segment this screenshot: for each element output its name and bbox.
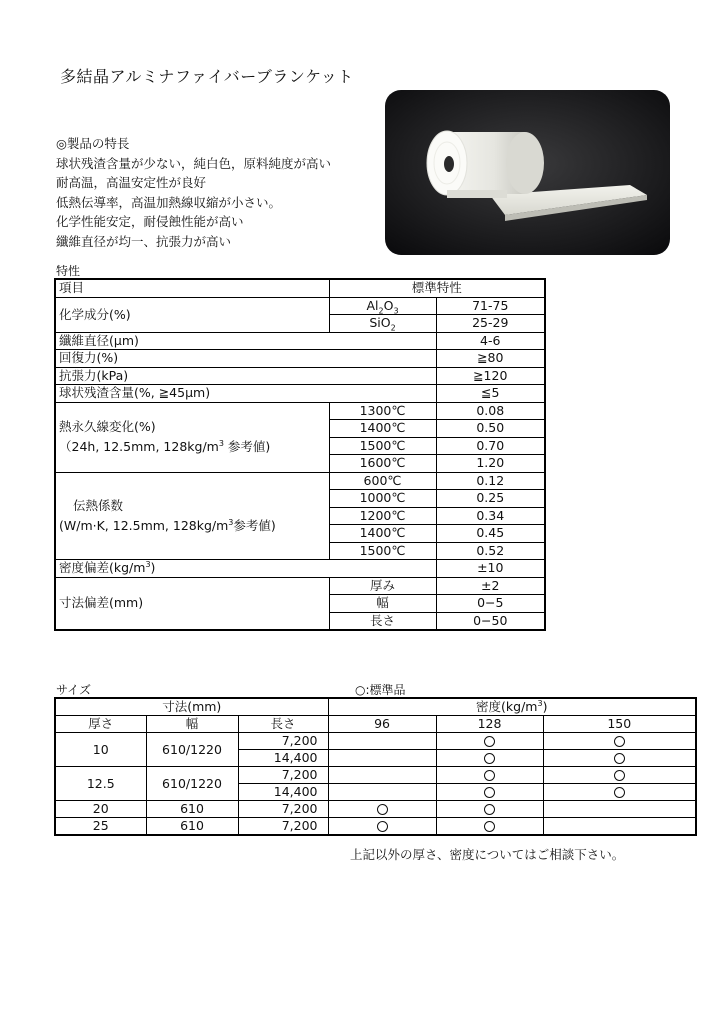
shrinkage-temp: 1500℃ [329,437,436,455]
density-96-cell [328,818,436,836]
standard-product-mark [484,804,495,815]
col-width: 幅 [146,716,238,733]
standard-product-mark [484,736,495,747]
table-row [55,733,696,750]
table-row [55,818,696,836]
density-128-cell [436,750,543,767]
standard-product-mark [614,787,625,798]
table-row [55,560,545,578]
property-label: 球状残渣含量(%, ≧45μm) [55,385,436,403]
standard-product-mark [484,753,495,764]
feature-item: 耐高温，高温安定性が良好 [56,175,207,190]
density-150-cell [543,733,696,750]
standard-product-mark [614,753,625,764]
density-128-cell [436,818,543,836]
size-width: 610/1220 [146,767,238,801]
standard-product-mark [484,770,495,781]
standard-product-mark [614,770,625,781]
density-96-cell [328,733,436,750]
dimension-name: 厚み [329,577,436,595]
density-dev-value: ±10 [436,560,545,578]
density-96-cell [328,767,436,784]
size-width: 610/1220 [146,733,238,767]
table-row [55,577,545,595]
sizes-table [54,697,697,836]
size-length: 14,400 [238,750,328,767]
shrinkage-temp: 1400℃ [329,420,436,438]
conductivity-temp: 1500℃ [329,542,436,560]
page-title: 多結晶アルミナファイバーブランケット [60,67,354,86]
conductivity-temp: 600℃ [329,472,436,490]
conductivity-temp: 1400℃ [329,525,436,543]
product-photo [385,90,670,255]
features-heading: ◎製品の特長 [56,136,130,151]
shrinkage-value: 0.50 [436,420,545,438]
features-section [56,134,331,251]
property-value: ≧120 [436,367,545,385]
density-150-cell [543,750,696,767]
col-length: 長さ [238,716,328,733]
chemical-name: SiO$_2$ [329,315,436,333]
blanket-roll-image [385,90,670,255]
col-density-150: 150 [543,716,696,733]
density-150-cell [543,801,696,818]
conductivity-temp: 1200℃ [329,507,436,525]
conductivity-value: 0.45 [436,525,545,543]
header-spec: 標準特性 [329,279,545,297]
property-value: 4-6 [436,332,545,350]
feature-item: 低熱伝導率，高温加熱線収縮が小さい。 [56,194,282,210]
shrinkage-value: 0.08 [436,402,545,420]
size-thickness: 10 [55,733,146,767]
properties-table [54,278,546,631]
table-row [55,801,696,818]
standard-product-mark [484,821,495,832]
table-row [55,767,696,784]
chemical-label: 化学成分(%) [55,297,329,332]
property-value: ≦5 [436,385,545,403]
sizes-label: サイズ [56,683,92,697]
standard-product-mark [484,787,495,798]
size-length: 7,200 [238,818,328,836]
density-150-cell [543,784,696,801]
conductivity-temp: 1000℃ [329,490,436,508]
table-row [55,350,545,368]
size-length: 7,200 [238,767,328,784]
density-header: 密度$(kg/m^3)$ [328,698,696,716]
chemical-value: 25-29 [436,315,545,333]
size-rows [55,733,696,836]
density-150-cell [543,767,696,784]
size-thickness: 20 [55,801,146,818]
dimension-value: 0−50 [436,612,545,630]
property-label: 抗張力(kPa) [55,367,436,385]
density-dev-label: 密度偏差$(kg/m^3)$ [55,560,436,578]
conductivity-value: 0.12 [436,472,545,490]
chemical-name: $Al_2O_3$ [329,297,436,315]
density-150-cell [543,818,696,836]
property-value: ≧80 [436,350,545,368]
density-96-cell [328,750,436,767]
density-128-cell [436,801,543,818]
dimension-dev-label: 寸法偏差(mm) [55,577,329,630]
standard-product-mark [377,821,388,832]
conductivity-value: 0.52 [436,542,545,560]
dimension-value: 0−5 [436,595,545,613]
feature-item: 纖維直径が均一、抗張力が高い [56,233,232,249]
density-128-cell [436,767,543,784]
conductivity-value: 0.34 [436,507,545,525]
shrinkage-temp: 1300℃ [329,402,436,420]
shrinkage-label: 熱永久線変化(%) （24h, 12.5mm, $128kg/m^3$ 参考値) [55,402,329,472]
sizes-legend: ○:標準品 [355,683,406,697]
dimension-name: 長さ [329,612,436,630]
dimension-value: ±2 [436,577,545,595]
conductivity-value: 0.25 [436,490,545,508]
table-header-row [55,279,545,297]
table-row [55,402,545,420]
density-128-cell [436,733,543,750]
size-thickness: 12.5 [55,767,146,801]
conductivity-label: 伝熱係数 (W/m·K, 12.5mm, $128kg/m^3$参考値) [55,472,329,560]
shrinkage-value: 0.70 [436,437,545,455]
property-label: 纖維直径(μm) [55,332,436,350]
feature-item: 化学性能安定，耐侵蝕性能が高い [56,214,244,229]
table-row [55,385,545,403]
size-length: 14,400 [238,784,328,801]
shrinkage-temp: 1600℃ [329,455,436,473]
density-128-cell [436,784,543,801]
properties-label: 特性 [56,264,81,278]
table-row [55,472,545,490]
dimension-name: 幅 [329,595,436,613]
property-label: 回復力(%) [55,350,436,368]
standard-product-mark [377,804,388,815]
feature-item: 球状残渣含量が少ない，純白色，原料純度が高い [56,155,332,171]
dims-header: 寸法(mm) [55,698,328,716]
table-header-row [55,716,696,733]
density-96-cell [328,801,436,818]
table-row [55,367,545,385]
size-length: 7,200 [238,733,328,750]
table-header-row [55,698,696,716]
table-row [55,332,545,350]
chemical-value: 71-75 [436,297,545,315]
size-width: 610 [146,818,238,836]
col-density-96: 96 [328,716,436,733]
size-note: 上記以外の厚さ、密度についてはご相談下さい。 [350,847,625,862]
size-width: 610 [146,801,238,818]
size-thickness: 25 [55,818,146,836]
standard-product-mark [614,736,625,747]
header-item: 項目 [55,279,329,297]
density-96-cell [328,784,436,801]
col-thickness: 厚さ [55,716,146,733]
size-length: 7,200 [238,801,328,818]
shrinkage-value: 1.20 [436,455,545,473]
table-row [55,297,545,315]
col-density-128: 128 [436,716,543,733]
